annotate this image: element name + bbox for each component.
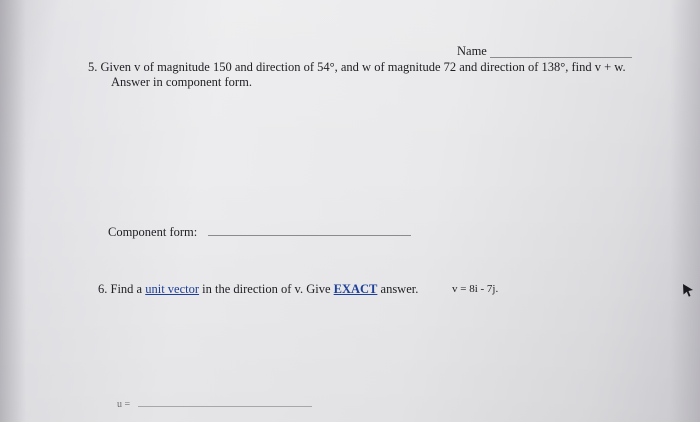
- given-vector: v = 8i - 7j.: [452, 283, 499, 295]
- mouse-pointer-icon: [682, 283, 694, 297]
- page-left-shadow: [0, 0, 26, 422]
- question-5-instruction: Answer in component form.: [111, 75, 252, 89]
- unit-vector-answer-blank[interactable]: [138, 406, 312, 407]
- question-5-text: 5. Given v of magnitude 150 and direction of 54°, and w of magnitude 72 and direction of 138°, find v + w.: [88, 60, 626, 74]
- component-form-blank[interactable]: [208, 235, 411, 236]
- question-6-middle: in the direction of v. Give: [199, 282, 334, 296]
- question-6-prefix: 6. Find a: [98, 282, 146, 296]
- component-form-label: Component form:: [108, 225, 198, 239]
- exact-link[interactable]: EXACT: [333, 282, 378, 296]
- question-6-text: [98, 282, 418, 296]
- page-right-shadow: [670, 0, 700, 422]
- question-6-suffix: answer.: [377, 282, 419, 296]
- unit-vector-answer-label: u =: [117, 399, 131, 410]
- unit-vector-link[interactable]: unit vector: [145, 282, 200, 296]
- name-label: Name: [457, 44, 487, 58]
- name-blank[interactable]: [490, 57, 632, 58]
